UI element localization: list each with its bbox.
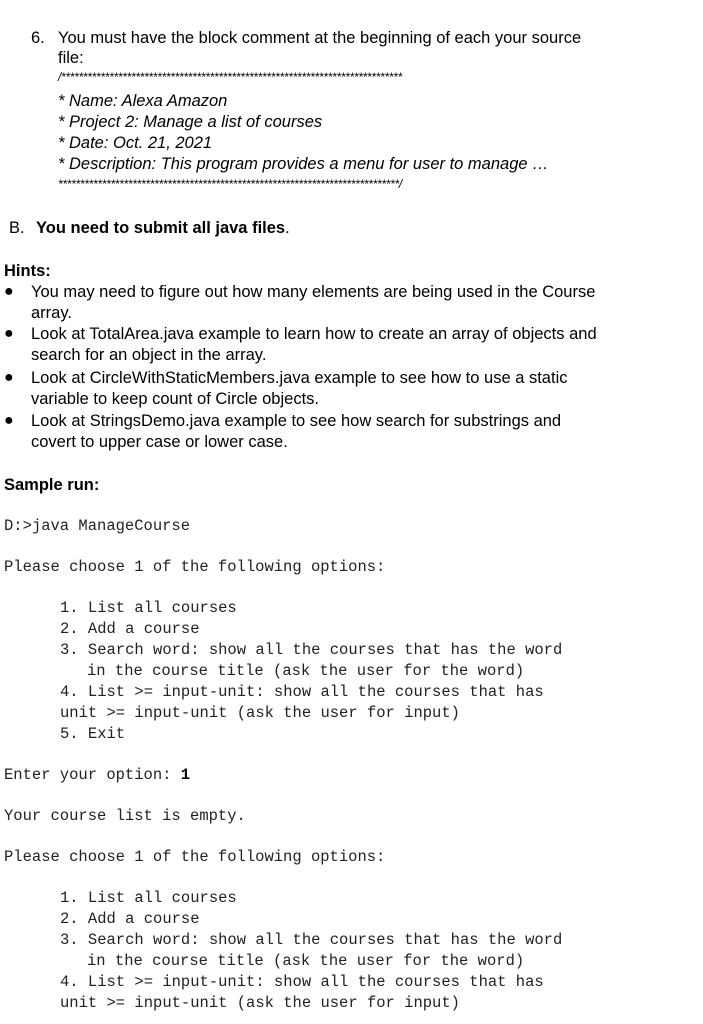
comment-project: * Project 2: Manage a list of courses: [58, 113, 323, 131]
menu-2-option-1: 1. List all courses: [60, 889, 237, 907]
hint-4-line-2: covert to upper case or lower case.: [31, 433, 288, 451]
menu-1-option-3b: in the course title (ask the user for the word): [87, 662, 525, 680]
menu-1-option-3a: 3. Search word: show all the courses that has the word: [60, 641, 563, 659]
item-b-line: [36, 218, 290, 238]
hint-2-line-2: search for an object in the array.: [31, 346, 267, 364]
sample-command: D:>java ManageCourse: [4, 517, 191, 535]
menu-2-option-2: 2. Add a course: [60, 910, 200, 928]
item-6-line-1: You must have the block comment at the beginning of each your source: [58, 29, 582, 47]
item-b-period: .: [285, 219, 290, 237]
enter-option-label: Enter your option:: [4, 766, 181, 784]
item-b-text: You need to submit all java files: [36, 219, 286, 237]
comment-description: * Description: This program provides a menu for user to manage …: [58, 155, 549, 173]
menu-1-option-4a: 4. List >= input-unit: show all the courses that has: [60, 683, 544, 701]
menu-1-option-5: 5. Exit: [60, 725, 126, 743]
sample-run-heading: Sample run:: [4, 476, 100, 494]
menu-1-option-1: 1. List all courses: [60, 599, 237, 617]
comment-bottom-border: ******************************************************************************/: [58, 177, 402, 191]
comment-date: * Date: Oct. 21, 2021: [58, 134, 213, 152]
hints-heading: Hints:: [4, 262, 51, 280]
hint-2-line-1: Look at TotalArea.java example to learn how to create an array of objects and: [31, 325, 597, 343]
empty-list-message: Your course list is empty.: [4, 807, 246, 825]
menu-1-option-4b: unit >= input-unit (ask the user for input): [60, 704, 460, 722]
bullet-icon: ●: [4, 325, 14, 342]
sample-prompt-2: Please choose 1 of the following options:: [4, 848, 386, 866]
hint-3-line-2: variable to keep count of Circle objects.: [31, 390, 319, 408]
comment-top-border: /******************************************************************************: [58, 70, 402, 84]
bullet-icon: ●: [4, 369, 14, 386]
enter-option-line: [4, 765, 190, 785]
hint-1-line-1: You may need to figure out how many elements are being used in the Course: [31, 283, 596, 301]
menu-2-option-3a: 3. Search word: show all the courses that has the word: [60, 931, 563, 949]
menu-1-option-2: 2. Add a course: [60, 620, 200, 638]
enter-option-value: 1: [180, 766, 191, 784]
hint-4-line-1: Look at StringsDemo.java example to see how search for substrings and: [31, 412, 562, 430]
item-b-letter: B.: [9, 219, 25, 237]
menu-2-option-4b: unit >= input-unit (ask the user for input): [60, 994, 460, 1012]
sample-prompt-1: Please choose 1 of the following options:: [4, 558, 386, 576]
hint-3-line-1: Look at CircleWithStaticMembers.java example to see how to use a static: [31, 369, 568, 387]
bullet-icon: ●: [4, 412, 14, 429]
comment-name: * Name: Alexa Amazon: [58, 92, 228, 110]
bullet-icon: ●: [4, 283, 14, 300]
menu-2-option-4a: 4. List >= input-unit: show all the courses that has: [60, 973, 544, 991]
item-6-number: 6.: [31, 29, 45, 47]
hint-1-line-2: array.: [31, 304, 72, 322]
item-6-line-2: file:: [58, 49, 84, 67]
menu-2-option-3b: in the course title (ask the user for the word): [87, 952, 525, 970]
